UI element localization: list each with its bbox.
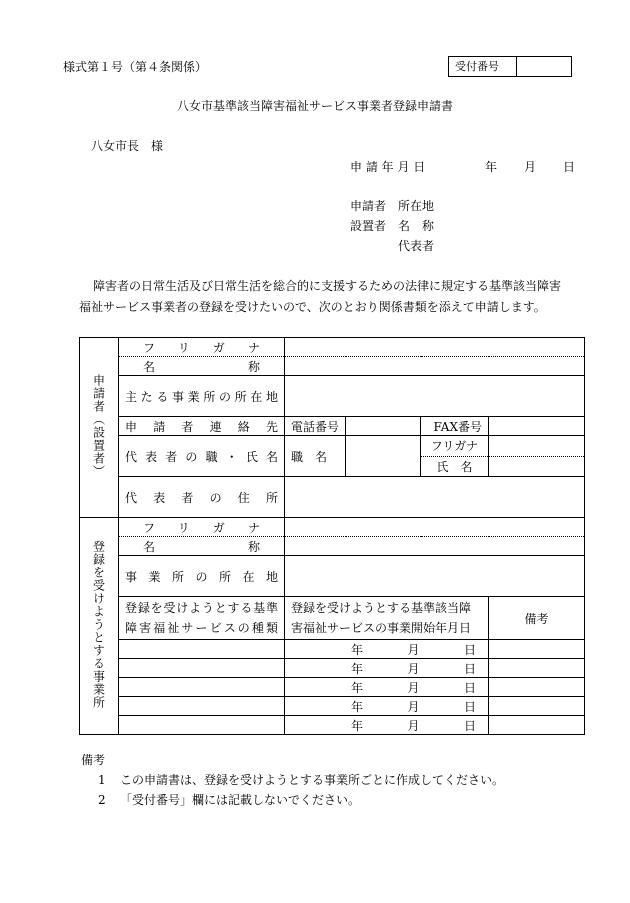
founder-role-label: 設置者 [350,219,387,233]
start-date-header: 登録を受けようとする基準該当障害福祉サービスの事業開始年月日 [291,601,472,635]
service-type-field-5[interactable] [119,716,285,735]
note-number-2: 2 [98,793,106,807]
remarks-field-4[interactable] [489,697,585,716]
application-date-month: 月 [524,160,537,174]
applicant-section-label: 申請者（設置者） [80,338,119,518]
service-type-field-1[interactable] [119,640,285,659]
note-number-1: 1 [98,773,106,787]
start-date-field-1[interactable]: 年 月 日 [285,640,489,659]
representative-address-label: 代表者の住所 [125,490,278,505]
office-furigana-field[interactable] [285,518,585,537]
fax-label: FAX番号 [421,417,489,436]
receipt-number-box [448,56,572,77]
office-address-label: 事業所の所在地 [125,569,278,584]
applicant-furigana-label: フリガナ [143,340,260,355]
office-name-label: 名称 [143,539,260,554]
notes-heading: 備考 [81,753,106,767]
remarks-field-3[interactable] [489,678,585,697]
remarks-field-1[interactable] [489,640,585,659]
service-type-field-4[interactable] [119,697,285,716]
body-text-line-1: 障害者の日常生活及び日常生活を総合的に支援するための法律に規定する基準該当障害 [93,279,562,293]
body-text-line-2: 福祉サービス事業者の登録を受けたいので、次のとおり関係書類を添えて申請します。 [79,300,546,314]
phone-field[interactable] [346,417,421,436]
addressee: 八女市長 様 [91,139,164,153]
main-office-address-label: 主たる事業所の所在地 [125,389,278,404]
position-label: 職 名 [285,436,346,477]
applicant-name-label: 名 称 [398,219,435,233]
start-date-field-4[interactable]: 年 月 日 [285,697,489,716]
start-date-field-3[interactable]: 年 月 日 [285,678,489,697]
remarks-field-5[interactable] [489,716,585,735]
main-office-address-field[interactable] [285,376,585,417]
office-section-label: 登録を受けようとする事業所 [80,518,119,735]
applicant-contact-label: 申請者連絡先 [125,419,278,434]
representative-furigana-field[interactable] [489,436,585,457]
representative-address-field[interactable] [285,477,585,518]
representative-title-name-label: 代表者の職・氏名 [125,449,278,464]
representative-furigana-label: フリガナ [421,436,489,457]
office-name-field[interactable] [285,537,585,556]
service-type-field-3[interactable] [119,678,285,697]
remarks-field-2[interactable] [489,659,585,678]
service-type-field-2[interactable] [119,659,285,678]
remarks-header: 備考 [489,597,585,640]
office-furigana-label: フリガナ [143,520,260,535]
phone-label: 電話番号 [285,417,346,436]
note-text-2: 「受付番号」欄には記載しないでください。 [120,793,361,807]
representative-name-field[interactable] [489,456,585,477]
applicant-representative-label: 代表者 [398,239,435,253]
applicant-furigana-field[interactable] [285,338,585,357]
document-title: 八女市基準該当障害福祉サービス事業者登録申請書 [176,99,453,113]
applicant-name-row-label: 名称 [143,359,260,374]
application-form-table [79,337,585,735]
note-text-1: この申請書は、登録を受けようとする事業所ごとに作成してください。 [120,773,505,787]
applicant-address-label: 所在地 [398,199,435,213]
position-field[interactable] [346,436,421,477]
start-date-field-2[interactable]: 年 月 日 [285,659,489,678]
form-number-label: 様式第１号（第４条関係） [63,60,208,74]
application-date-day: 日 [563,160,576,174]
application-date-label: 申 請 年 月 日 [350,160,426,174]
applicant-name-field[interactable] [285,357,585,376]
applicant-role-label: 申請者 [350,199,387,213]
fax-field[interactable] [489,417,585,436]
receipt-number-label: 受付番号 [449,57,517,76]
service-type-header: 登録を受けようとする基準障害福祉サービスの種類 [125,601,278,635]
application-date-year: 年 [485,160,498,174]
office-address-field[interactable] [285,556,585,597]
representative-name-label: 氏 名 [421,456,489,477]
start-date-field-5[interactable]: 年 月 日 [285,716,489,735]
receipt-number-value [517,57,571,76]
